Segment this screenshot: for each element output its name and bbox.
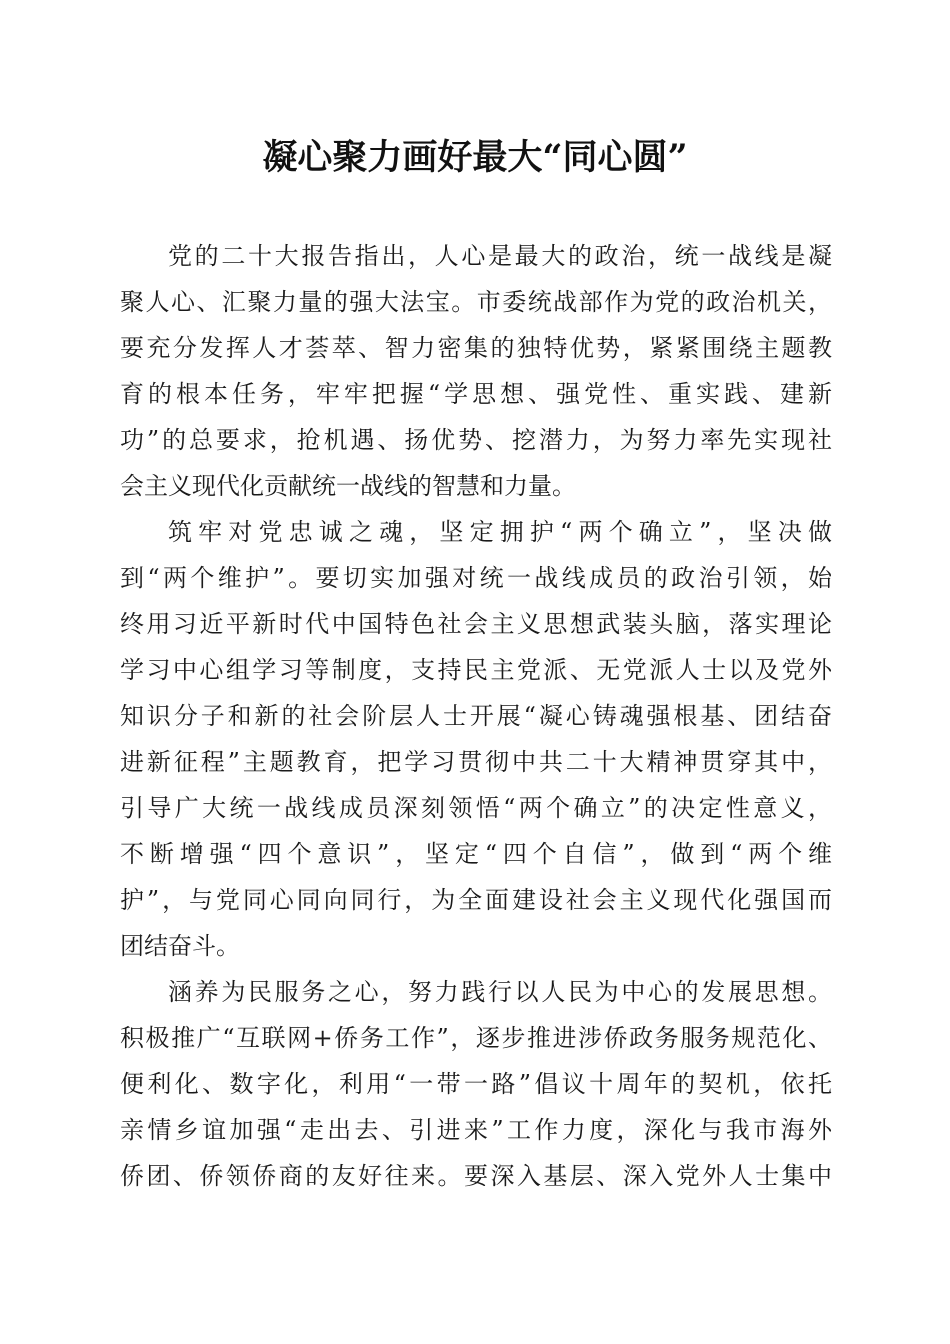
paragraph-2 (120, 509, 832, 969)
paragraph-1 (120, 233, 832, 509)
paragraph-line: 功”的总要求，抢机遇、扬优势、挖潜力，为努力率先实现社 (120, 426, 832, 454)
paragraph-3 (120, 969, 832, 1199)
paragraph-line: 护”，与党同心同向同行，为全面建设社会主义现代化强国而 (120, 886, 832, 914)
paragraph-line: 终用习近平新时代中国特色社会主义思想武装头脑，落实理论 (120, 610, 832, 638)
document-body (120, 233, 832, 1199)
paragraph-line: 党的二十大报告指出，人心是最大的政治，统一战线是凝 (168, 242, 832, 270)
paragraph-line: 涵养为民服务之心，努力践行以人民为中心的发展思想。 (168, 978, 832, 1006)
paragraph-line: 团结奋斗。 (120, 932, 240, 960)
paragraph-line: 学习中心组学习等制度，支持民主党派、无党派人士以及党外 (120, 656, 832, 684)
paragraph-line: 便利化、数字化，利用“一带一路”倡议十周年的契机，依托 (120, 1070, 832, 1098)
paragraph-line: 侨团、侨领侨商的友好往来。要深入基层、深入党外人士集中 (120, 1162, 832, 1190)
paragraph-line: 育的根本任务，牢牢把握“学思想、强党性、重实践、建新 (120, 380, 832, 408)
paragraph-line: 进新征程”主题教育，把学习贯彻中共二十大精神贯穿其中， (120, 748, 832, 776)
paragraph-line: 亲情乡谊加强“走出去、引进来”工作力度，深化与我市海外 (120, 1116, 832, 1144)
paragraph-line: 引导广大统一战线成员深刻领悟“两个确立”的决定性意义， (120, 794, 832, 822)
paragraph-line: 不断增强“四个意识”，坚定“四个自信”，做到“两个维 (120, 840, 832, 868)
paragraph-line: 筑牢对党忠诚之魂，坚定拥护“两个确立”，坚决做 (168, 518, 832, 546)
paragraph-line: 积极推广“互联网+侨务工作”，逐步推进涉侨政务服务规范化、 (120, 1024, 832, 1052)
paragraph-line: 会主义现代化贡献统一战线的智慧和力量。 (120, 472, 576, 500)
paragraph-line: 聚人心、汇聚力量的强大法宝。市委统战部作为党的政治机关， (120, 288, 832, 316)
paragraph-line: 知识分子和新的社会阶层人士开展“凝心铸魂强根基、团结奋 (120, 702, 832, 730)
paragraph-line: 要充分发挥人才荟萃、智力密集的独特优势，紧紧围绕主题教 (120, 334, 832, 362)
paragraph-line: 到“两个维护”。要切实加强对统一战线成员的政治引领，始 (120, 564, 832, 592)
document-title: 凝心聚力画好最大“同心圆” (262, 137, 688, 178)
